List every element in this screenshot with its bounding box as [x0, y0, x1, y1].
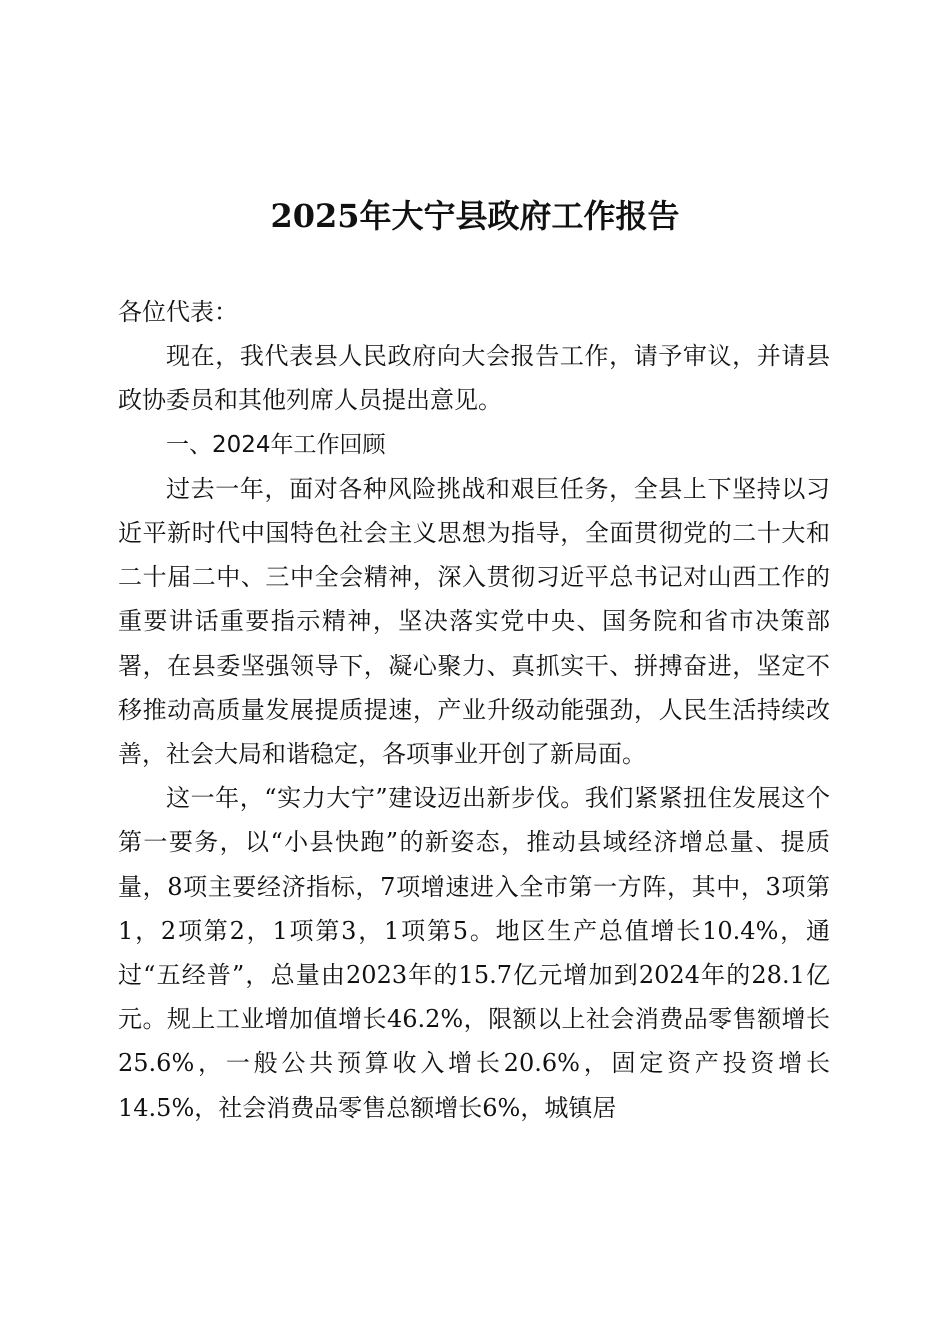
paragraph: 过去一年，面对各种风险挑战和艰巨任务，全县上下坚持以习近平新时代中国特色社会主义思想为指导，全面贯彻党的二十大和二十届二中、三中全会精神，深入贯彻习近平总书记对山西工作的重要讲话重要指示精神，坚决落实党中央、国务院和省市决策部署，在县委坚强领导下，凝心聚力、真抓实干、拼搏奋进，坚定不移推动高质量发展提质提速，产业升级动能强劲，人民生活持续改善，社会大局和谐稳定，各项事业开创了新局面。 [118, 474, 830, 769]
salutation: 各位代表： [118, 298, 238, 326]
document-title: 2025年大宁县政府工作报告 [270, 197, 680, 235]
paragraph: 这一年，“实力大宁”建设迈出新步伐。我们紧紧扭住发展这个第一要务，以“小县快跑”的新姿态，推动县域经济增总量、提质量，8项主要经济指标，7项增速进入全市第一方阵，其中，3项第1，2项第2，1项第3，1项第5。地区生产总值增长10.4%，通过“五经普”，总量由2023年的15.7亿元增加到2024年的28.1亿元。规上工业增加值增长46.2%，限额以上社会消费品零售额增长25.6%，一般公共预算收入增长20.6%，固定资产投资增长14.5%，社会消费品零售总额增长6%，城镇居 [118, 784, 830, 1122]
section-heading: 一、2024年工作回顾 [166, 431, 386, 458]
intro-paragraph: 现在，我代表县人民政府向大会报告工作，请予审议，并请县政协委员和其他列席人员提出意见。 [118, 342, 830, 415]
document-body [118, 290, 830, 1130]
